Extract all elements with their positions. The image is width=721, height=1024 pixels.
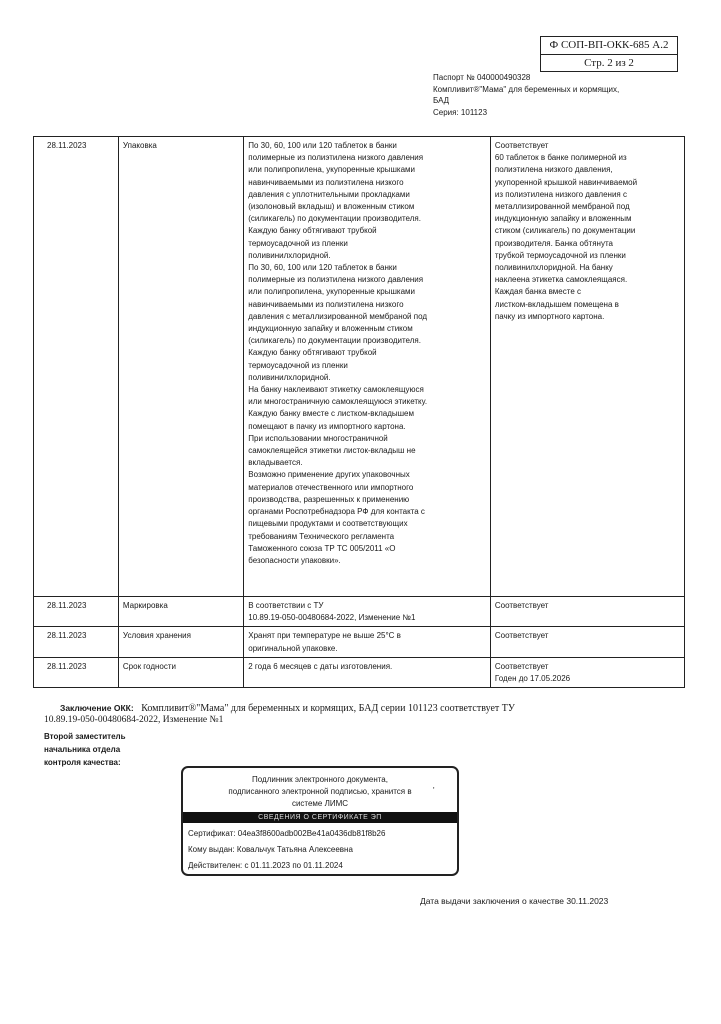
requirement-line: навинчиваемыми из полиэтилена низкого [248, 177, 404, 187]
requirement [244, 657, 491, 687]
signer [44, 730, 126, 769]
signer-line: контроля качества: [44, 758, 121, 767]
requirement-line: помещают в пачку из импортного картона. [248, 421, 406, 431]
requirement [244, 627, 491, 657]
requirement-line: Каждую банку обтягивают трубкой [248, 348, 377, 358]
requirement-line: органами Роспотребнадзора РФ для контакта с [248, 507, 425, 517]
result-line: наклеена этикетка самоклеящаяся. [494, 275, 628, 285]
requirement-line: Таможенного союза ТР ТС 005/2011 «О [248, 543, 396, 553]
requirement-line: термоусадочной из пленки [248, 360, 348, 370]
stamp-mark: ' [433, 786, 435, 795]
requirement-line: термоусадочной из пленки [248, 238, 348, 248]
signer-line: начальника отдела [44, 745, 121, 754]
stamp-heading [183, 768, 457, 812]
requirement-line: В соответствии с ТУ [248, 601, 324, 610]
requirement-line: производства, разрешенных к применению [248, 494, 410, 504]
requirement-line: или полипропилена, укупоренные крышками [248, 287, 416, 297]
requirement-line: или полипропилена, укупоренные крышками [248, 165, 416, 175]
test-results-table [33, 136, 685, 688]
test-name: Срок годности [118, 657, 243, 687]
result-line: Соответствует [494, 631, 549, 641]
requirement-line: самоклеящейся этикетки листок-вкладыш не [248, 446, 416, 456]
requirement-line: индукционную запайку и вложенным стиком [248, 324, 413, 334]
e-signature-stamp [181, 766, 459, 876]
result-line: Соответствует [494, 141, 549, 150]
requirement-line: На банку наклеивают этикетку самоклеящуюся [248, 385, 424, 395]
stamp-heading-line: Подлинник электронного документа, [252, 775, 388, 784]
stamp-certificate: Сертификат: 04ea3f8600adb002Be41a0436db81f8b26 [188, 829, 386, 838]
requirement-line: Каждую банку обтягивают трубкой [248, 226, 377, 236]
result-line: стиком (силикагель) по документации [494, 226, 636, 236]
result-line: Соответствует [494, 601, 549, 610]
form-code: Ф СОП-ВП-ОКК-685 А.2 [541, 37, 677, 55]
result-line: металлизированной мембраной под [494, 202, 630, 212]
stamp-issued-to: Кому выдан: Ковальчук Татьяна Алексеевна [188, 845, 353, 854]
conclusion-text-line2: 10.89.19-050-00480684-2022, Изменение №1 [44, 715, 224, 725]
signer-line: Второй заместитель [44, 732, 126, 741]
result [490, 627, 684, 657]
requirement-line: (изолоновый вкладыш) и вложенным стиком [248, 202, 415, 212]
requirement-line: давления с металлизированной мембраной под [248, 311, 428, 321]
table-row [34, 657, 685, 687]
test-date: 28.11.2023 [34, 657, 119, 687]
stamp-heading-line: подписанного электронной подписью, хранится в [228, 787, 412, 796]
stamp-valid: Действителен: с 01.11.2023 по 01.11.2024 [188, 861, 343, 870]
requirement-line: полимерные из полиэтилена низкого давления [248, 275, 424, 285]
test-name: Условия хранения [118, 627, 243, 657]
requirement-line: материалов отечественного или импортного [248, 482, 414, 492]
requirement-line: безопасности упаковки». [248, 555, 341, 565]
test-date: 28.11.2023 [34, 627, 119, 657]
stamp-heading-line: системе ЛИМС [291, 799, 349, 808]
stamp-band: СВЕДЕНИЯ О СЕРТИФИКАТЕ ЭП [183, 812, 457, 823]
test-name: Маркировка [118, 597, 243, 627]
requirement-line: поливинилхлоридной. [248, 372, 331, 382]
issue-date: Дата выдачи заключения о качестве 30.11.2023 [420, 896, 609, 906]
table-row [34, 597, 685, 627]
result-line: листком-вкладышем помещена в [494, 299, 619, 309]
product-name: Компливит®"Мама" для беременных и кормящих, [433, 84, 620, 94]
result-line: поливинилхлоридной. На банку [494, 263, 613, 273]
requirement-line: (силикагель) по документации производителя. [248, 214, 421, 224]
passport-number: Паспорт № 040000490328 [433, 73, 531, 82]
requirement-line: вкладывается. [248, 458, 303, 468]
requirement-line: давления с уплотнительными прокладками [248, 189, 410, 199]
test-name: Упаковка [118, 137, 243, 597]
requirement-line: оригинальной упаковке. [248, 643, 338, 653]
result-line: индукционную запайку и вложенным [494, 214, 632, 224]
result [490, 597, 684, 627]
conclusion-label: Заключение ОКК: [60, 703, 134, 713]
table-row [34, 627, 685, 657]
requirement-line: Возможно применение других упаковочных [248, 470, 410, 480]
page-number: Стр. 2 из 2 [584, 57, 634, 69]
series: Серия: 101123 [433, 107, 488, 117]
passport-info [433, 72, 619, 118]
result-line: из полиэтилена низкого давления с [494, 189, 627, 199]
requirement-line: требованиям Технического регламента [248, 531, 395, 541]
requirement-line: навинчиваемыми из полиэтилена низкого [248, 299, 404, 309]
form-code-box [540, 36, 678, 72]
result-line: производителя. Банка обтянута [494, 238, 613, 248]
requirement-line: 10.89.19-050-00480684-2022, Изменение №1 [248, 613, 416, 623]
requirement-line: пищевыми продуктами и соответствующих [248, 519, 408, 529]
requirement-line: (силикагель) по документации производителя. [248, 336, 421, 346]
result-line: трубкой термоусадочной из пленки [494, 250, 626, 260]
result-line: 60 таблеток в банке полимерной из [494, 153, 627, 163]
requirement [244, 597, 491, 627]
requirement-line: По 30, 60, 100 или 120 таблеток в банки [248, 141, 397, 150]
result-line: Каждая банка вместе с [494, 287, 581, 297]
requirement [244, 137, 491, 597]
requirement-line: поливинилхлоридной. [248, 250, 331, 260]
product-type: БАД [433, 96, 450, 105]
requirement-line: Хранят при температуре не выше 25°С в [248, 631, 401, 641]
result-line: Годен до 17.05.2026 [494, 674, 571, 684]
requirement-line: По 30, 60, 100 или 120 таблеток в банки [248, 263, 397, 273]
requirement-line: При использовании многостраничной [248, 433, 388, 443]
requirement-line: 2 года 6 месяцев с даты изготовления. [248, 661, 393, 671]
result-line: укупоренной крышкой навинчиваемой [494, 177, 638, 187]
result [490, 137, 684, 597]
result-line: полиэтилена низкого давления, [494, 165, 613, 175]
table-row [34, 137, 685, 597]
test-date: 28.11.2023 [34, 137, 119, 597]
conclusion-text: Компливит®"Мама" для беременных и кормящих, БАД серии 101123 соответствует ТУ [141, 703, 515, 714]
test-date: 28.11.2023 [34, 597, 119, 627]
result [490, 657, 684, 687]
result-line: Соответствует [494, 661, 549, 671]
requirement-line: Каждую банку вместе с листком-вкладышем [248, 409, 415, 419]
requirement-line: полимерные из полиэтилена низкого давления [248, 153, 424, 163]
requirement-line: или многостраничную самоклеящуюся этикетку. [248, 397, 428, 407]
result-line: пачку из импортного картона. [494, 311, 605, 321]
